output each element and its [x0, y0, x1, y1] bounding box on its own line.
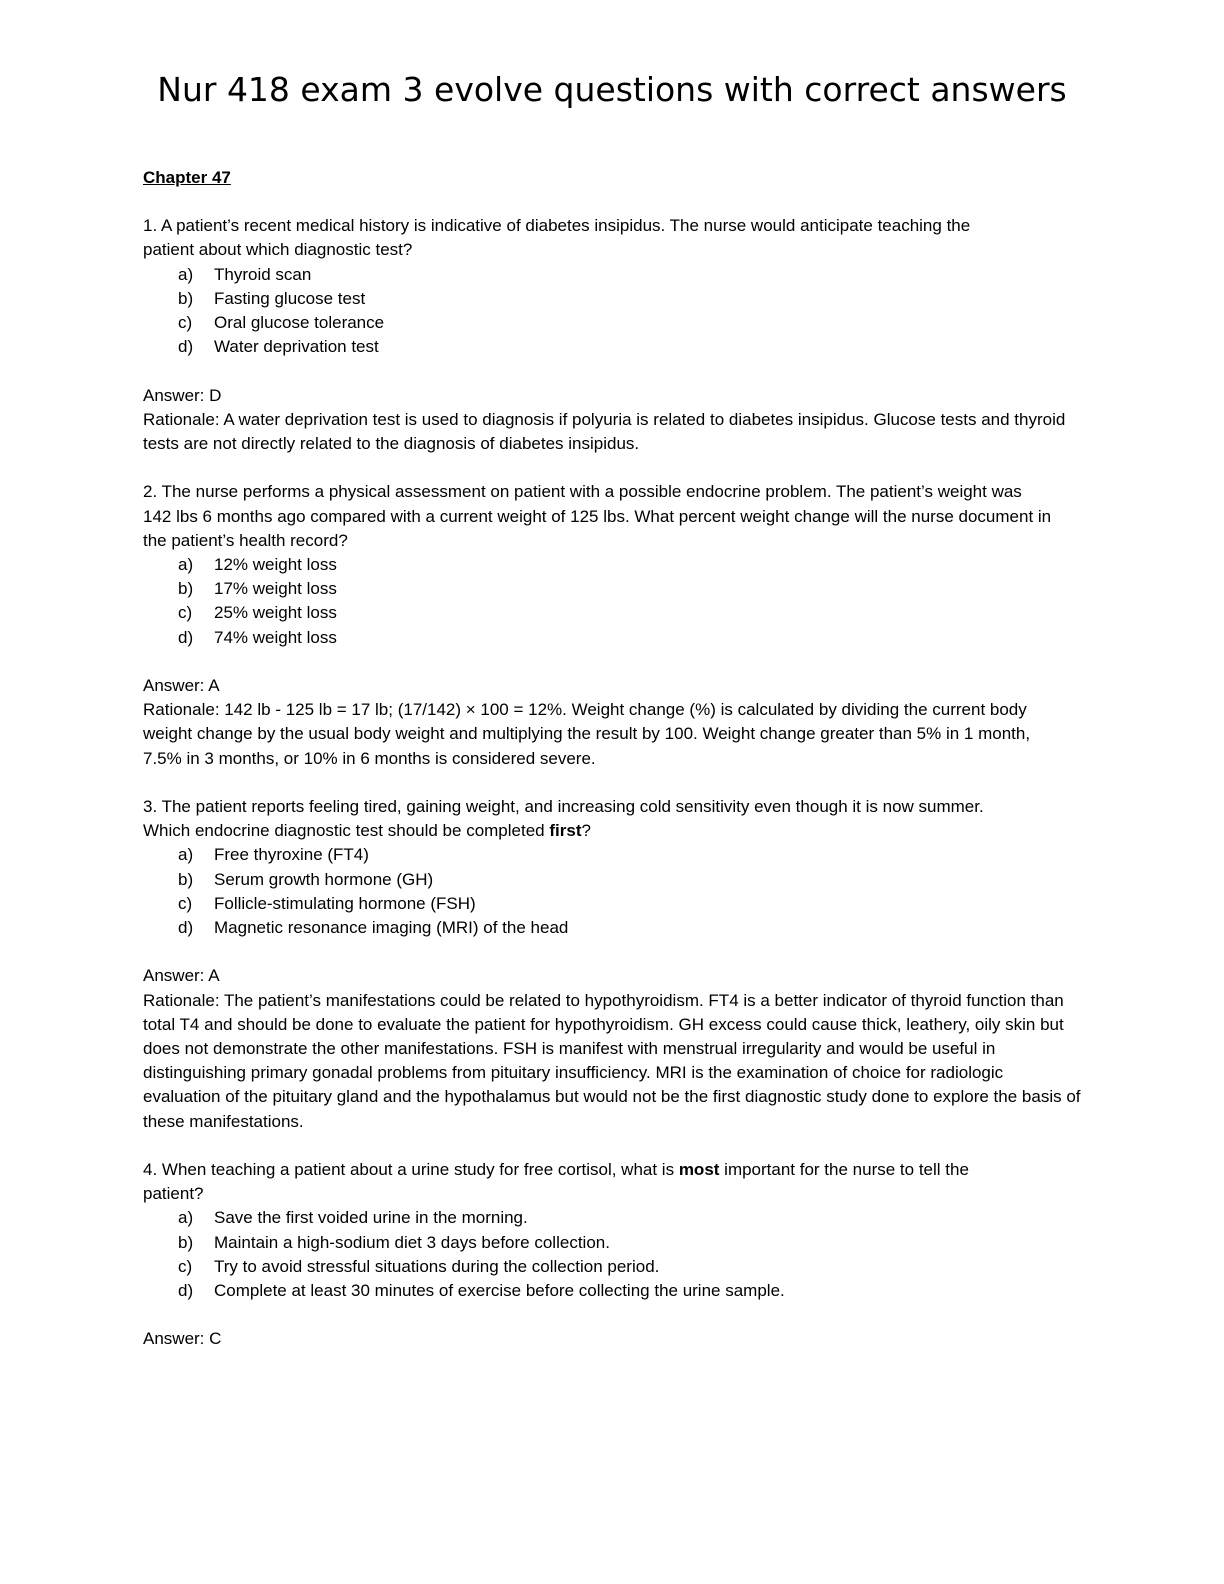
option-item	[143, 1206, 1083, 1230]
options-list	[143, 843, 1083, 940]
option-letter: b)	[178, 1232, 194, 1252]
rationale-text: Rationale: A water deprivation test is used to diagnosis if polyuria is related to diabetes insipidus. Glucose tests and thyroid tests are not directly related to the diagnosis of diabetes insipidus.	[143, 409, 1066, 454]
option-letter: b)	[178, 579, 194, 599]
document-title: Nur 418 exam 3 evolve questions with correct answers	[157, 70, 1067, 109]
answer-line: Answer: C	[143, 1329, 222, 1349]
question-block	[143, 214, 1083, 456]
options-list	[143, 553, 1083, 650]
option-text: Follicle-stimulating hormone (FSH)	[214, 893, 476, 913]
emphasis-word: most	[678, 1160, 720, 1180]
question-stem: 3. The patient reports feeling tired, gaining weight, and increasing cold sensitivity even though it is now summer. Which endocrine diagnostic test should be completed first?	[143, 797, 984, 841]
question-block	[143, 480, 1083, 770]
option-text: 25% weight loss	[214, 603, 337, 623]
option-text: Water deprivation test	[214, 337, 379, 357]
document-body	[143, 166, 1083, 1352]
option-letter: a)	[178, 1208, 194, 1228]
options-list	[143, 1206, 1083, 1303]
answer-line: Answer: A	[143, 966, 220, 986]
option-item	[143, 843, 1083, 867]
option-letter: d)	[178, 337, 194, 357]
option-item	[143, 1231, 1083, 1255]
option-text: 17% weight loss	[214, 579, 337, 599]
option-text: Maintain a high-sodium diet 3 days before collection.	[214, 1232, 610, 1252]
option-item	[143, 868, 1083, 892]
option-text: Complete at least 30 minutes of exercise before collecting the urine sample.	[214, 1281, 785, 1301]
answer-line: Answer: D	[143, 385, 222, 405]
option-item	[143, 626, 1083, 650]
answer-line: Answer: A	[143, 676, 220, 696]
option-item	[143, 916, 1083, 940]
option-text: Serum growth hormone (GH)	[214, 869, 434, 889]
option-text: Save the first voided urine in the morning.	[214, 1208, 528, 1228]
question-block	[143, 1158, 1083, 1352]
option-letter: a)	[178, 555, 194, 575]
option-text: 74% weight loss	[214, 627, 337, 647]
option-text: Magnetic resonance imaging (MRI) of the head	[214, 918, 569, 938]
option-item	[143, 311, 1083, 335]
option-item	[143, 1255, 1083, 1279]
option-text: Thyroid scan	[214, 264, 312, 284]
chapter-heading: Chapter 47	[143, 168, 231, 187]
option-letter: b)	[178, 288, 194, 308]
option-letter: c)	[178, 313, 193, 333]
option-letter: c)	[178, 893, 193, 913]
option-item	[143, 287, 1083, 311]
option-letter: d)	[178, 627, 194, 647]
option-item	[143, 577, 1083, 601]
rationale-text: Rationale: 142 lb - 125 lb = 17 lb; (17/142) × 100 = 12%. Weight change (%) is calculated by dividing the current body weight change by the usual body weight and multiplying the result by 100. Weight change greater than 5% in 1 month, 7.5% in 3 months, or 10% in 6 months is considered severe.	[143, 700, 1031, 768]
option-item	[143, 892, 1083, 916]
option-text: 12% weight loss	[214, 555, 337, 575]
option-item	[143, 1279, 1083, 1303]
question-block	[143, 795, 1083, 1134]
option-item	[143, 263, 1083, 287]
option-letter: c)	[178, 603, 193, 623]
option-item	[143, 601, 1083, 625]
option-item	[143, 335, 1083, 359]
question-stem: 4. When teaching a patient about a urine study for free cortisol, what is most important for the nurse to tell the patient?	[143, 1160, 969, 1204]
rationale-text: Rationale: The patient’s manifestations could be related to hypothyroidism. FT4 is a better indicator of thyroid function than total T4 and should be done to evaluate the patient for hypothyroidism. GH excess could cause thick, leathery, oily skin but does not demonstrate the other manifestations. FSH is manifest with menstrual irregularity and would be useful in distinguishing primary gonadal problems from pituitary insufficiency. MRI is the examination of choice for radiologic evaluation of the pituitary gland and the hypothalamus but would not be the first diagnostic study done to explore the basis of these manifestations.	[143, 990, 1081, 1131]
option-letter: c)	[178, 1256, 193, 1276]
option-letter: a)	[178, 845, 194, 865]
option-text: Oral glucose tolerance	[214, 313, 385, 333]
option-letter: a)	[178, 264, 194, 284]
question-stem: 1. A patient’s recent medical history is indicative of diabetes insipidus. The nurse would anticipate teaching the patient about which diagnostic test?	[143, 216, 971, 260]
emphasis-word: first	[549, 821, 582, 841]
options-list	[143, 263, 1083, 360]
option-text: Try to avoid stressful situations during the collection period.	[214, 1256, 660, 1276]
option-text: Fasting glucose test	[214, 288, 366, 308]
question-stem: 2. The nurse performs a physical assessment on patient with a possible endocrine problem. The patient’s weight was 142 lbs 6 months ago compared with a current weight of 125 lbs. What percent weight change will the nurse document in the patient’s health record?	[143, 482, 1052, 550]
option-letter: d)	[178, 918, 194, 938]
option-letter: d)	[178, 1281, 194, 1301]
option-letter: b)	[178, 869, 194, 889]
option-text: Free thyroxine (FT4)	[214, 845, 369, 865]
option-item	[143, 553, 1083, 577]
